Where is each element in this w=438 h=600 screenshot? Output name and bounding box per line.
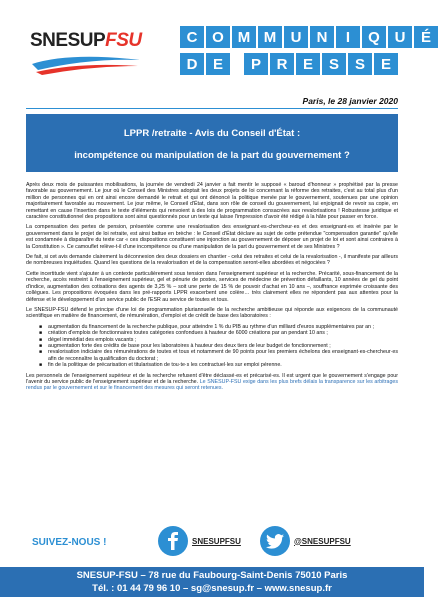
title-banner xyxy=(26,114,398,172)
paragraph-5: Le SNESUP-FSU défend le principe d'une loi de programmation pluriannuelle de la recherche ambitieuse qui réponde aux exigences de la communauté scientifique en matière de financement, de rémunération, d'emploi et de crédit de base des laboratoires : xyxy=(26,306,398,320)
logo-wordmark xyxy=(30,30,142,52)
title-line-2: incompétence ou manipulation de la part du gouvernement ? xyxy=(74,150,350,161)
paragraph-6-text: Les personnels de l'enseignement supérieur et de la recherche refusent d'être déclassé·es et précarisé·es. Il est urgent que le gouvernement s'engage pour l'avenir du service public de l'enseignement supérieur et de la recherche. xyxy=(26,372,398,385)
heading-letter-box: E xyxy=(374,53,398,75)
heading-letter-box: M xyxy=(258,26,282,48)
list-item: ■ création d'emplois de fonctionnaires toutes catégories confondues à hauteur de 6000 créations par an pendant 10 ans ; xyxy=(48,330,398,336)
address-banner xyxy=(0,567,424,597)
list-item: ■ dégel immédiat des emplois vacants ; xyxy=(48,337,398,343)
heading-letter-box: P xyxy=(244,53,268,75)
twitter-label[interactable]: @SNESUPFSU xyxy=(294,536,351,546)
list-item: ■ augmentation forte des crédits de base pour les laboratoires à hauteur des deux tiers de leur budget de fonctionnement ; xyxy=(48,343,398,349)
header-divider xyxy=(26,108,398,109)
paragraph-4: Cette incertitude vient s'ajouter à un contexte particulièrement sous tension dans l'enseignement supérieur et la recherche. Précarité, sous-financement de la recherche, accès restreint à l'enseignement supérieur, gel et pénurie de postes, services de médecine de prévention défaillants, 10 années de gel du point d'indice, augmentation des cotisations des agents de 3,25 % – soit une perte de 15 % de pouvoir d'achat en 10 ans –, souffrance exprimée croissante des collègues. Les propositions évoquées dans les pré-rapports LPPR exacerbent une colère… très clairement elles ne répondent pas aux attentes pour la défense et le développement d'un service public de l'ESR au service de toutes et tous. xyxy=(26,270,398,303)
heading-spacer xyxy=(232,53,242,75)
heading-letter-box: M xyxy=(232,26,256,48)
presse-heading xyxy=(180,53,398,75)
communique-heading xyxy=(180,26,438,48)
paragraph-2: La compensation des pertes de pension, présentée comme une revalorisation des enseignant·es-chercheur·es et des enseignant·es et insérée par le gouvernement dans le projet de loi retraite, est ainsi battue en brèche : le Conseil d'État déclare au sujet de cette prétendue "compensation garantie" qu'elle est condamnée à disparaître du texte car « ces dispositions constituent une injonction au gouvernement de déposer un projet de loi et sont ainsi contraires à la Constitution ». Ce camouflet relève-t-il d'une incompétence ou d'une manipulation de la part du gouvernement et de ses Ministres ? xyxy=(26,224,398,250)
heading-letter-box: I xyxy=(336,26,360,48)
twitter-icon[interactable] xyxy=(260,526,290,556)
address-line: SNESUP-FSU – 78 rue du Faubourg-Saint-Denis 75010 Paris xyxy=(76,570,348,581)
demands-list xyxy=(26,324,398,369)
list-item: ■ augmentation du financement de la recherche publique, pour atteindre 1 % du PIB au rythme d'un milliard d'euros supplémentaires par an ; xyxy=(48,324,398,330)
heading-letter-box: Q xyxy=(362,26,386,48)
heading-letter-box: R xyxy=(270,53,294,75)
logo-fsu: FSU xyxy=(105,30,142,51)
heading-letter-box: S xyxy=(348,53,372,75)
heading-letter-box: U xyxy=(284,26,308,48)
paragraph-1: Après deux mois de puissantes mobilisations, la journée de vendredi 24 janvier a fait mentir le supposé « baroud d'honneur » prophétisé par la presse favorable au gouvernement. Le jour où le Conseil des Ministres adoptait les deux projets de loi concernant la réforme des retraites, c'est au total plus d'un million de personnes qui en ont ainsi encore demandé le retrait et qui ont dénoncé la politique menée par le gouvernement, soutenues par une opinion majoritairement favorable au mouvement. Le jour même, le Conseil d'État, dans son rôle de conseil du gouvernement, lui enjoignait de revoir sa copie, en remettant en cause l'insertion dans le texte d'éléments qui renvoient à des lois de programmation consacrées aux revalorisations ! Robustesse juridique et caractère constitutionnel des propositions sont ainsi questionnés pour un texte qui laisse l'impression d'avoir été rédigé à la hâte pour passer en force. xyxy=(26,182,398,221)
facebook-link[interactable] xyxy=(158,526,241,556)
facebook-label[interactable]: SNESUPFSU xyxy=(192,536,241,546)
press-date: Paris, le 28 janvier 2020 xyxy=(302,96,398,106)
heading-letter-box: U xyxy=(388,26,412,48)
heading-letter-box: O xyxy=(206,26,230,48)
heading-letter-box: N xyxy=(310,26,334,48)
list-item: ■ revalorisation indiciaire des rémunérations de toutes et tous et notamment de 90 points pour les premiers échelons des enseignant·es-chercheur·es afin de reconnaître la qualification du doctorat ; xyxy=(48,349,398,362)
snesup-logo xyxy=(30,24,142,80)
paragraph-3: De fait, si cet avis demande clairement la déconnexion des deux dossiers en chantier - celui des retraites et celui de la revalorisation -, il manifeste par ailleurs de nombreuses inquiétudes. Quand les questions de la revalorisation et de la compensation seront-elles abordées et négociées ? xyxy=(26,254,398,267)
list-item: ■ fin de la politique de précarisation et titularisation de tou·te·s les contractuel·les sur emploi pérenne. xyxy=(48,362,398,368)
twitter-link[interactable] xyxy=(260,526,351,556)
paragraph-6-demand: Le SNESUP-FSU exige dans les plus brefs délais la transparence sur les arbitrages rendus par le gouvernement et sur le financement des mesures qui seront retenues. xyxy=(26,378,398,392)
heading-letter-box: E xyxy=(206,53,230,75)
heading-letter-box: C xyxy=(180,26,204,48)
paragraph-6 xyxy=(26,373,398,392)
logo-sne: SNESUP xyxy=(30,30,106,51)
press-body xyxy=(26,182,398,396)
facebook-icon[interactable] xyxy=(158,526,188,556)
heading-letter-box: E xyxy=(296,53,320,75)
title-line-1: LPPR /retraite - Avis du Conseil d'État : xyxy=(123,128,301,139)
heading-letter-box: S xyxy=(322,53,346,75)
logo-swoosh-icon xyxy=(30,54,142,76)
heading-letter-box: É xyxy=(414,26,438,48)
heading-letter-box: D xyxy=(180,53,204,75)
contact-line: Tél. : 01 44 79 96 10 – sg@snesup.fr – www.snesup.fr xyxy=(92,583,332,594)
follow-us-label: SUIVEZ-NOUS ! xyxy=(32,537,107,548)
